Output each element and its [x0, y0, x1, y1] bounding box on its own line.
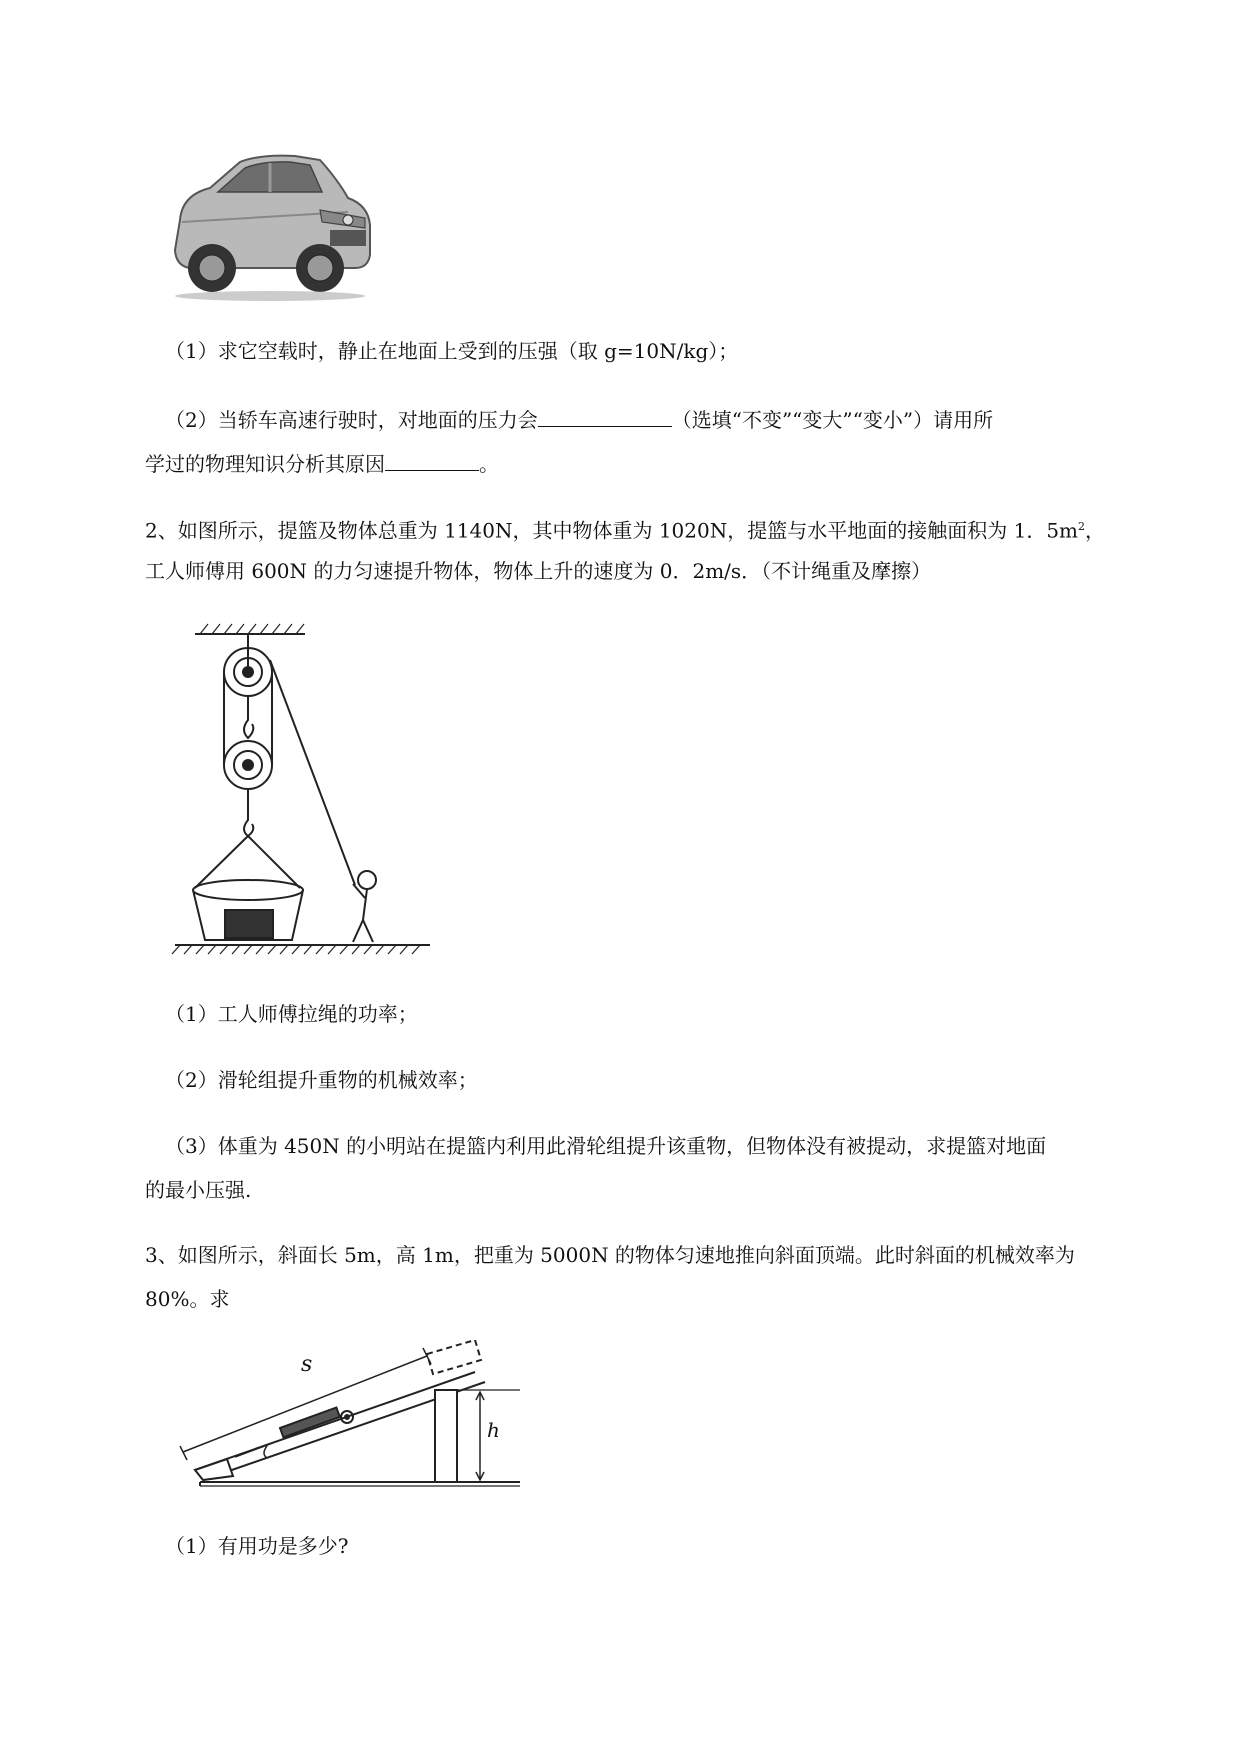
q2-stem-text-a: 2、如图所示，提篮及物体总重为 1140N，其中物体重为 1020N，提篮与水平地面的接触面积为 1．5m [145, 518, 1079, 543]
q3-sub1 [165, 1532, 348, 1560]
q2-sub1-text: （1）工人师傅拉绳的功率； [165, 1002, 418, 1026]
car-figure [170, 150, 375, 305]
q2-sub3-text-a: （3）体重为 450N 的小明站在提篮内利用此滑轮组提升该重物，但物体没有被提动，求提篮对地面 [165, 1134, 1047, 1158]
q2-sub1 [165, 1000, 418, 1028]
q3-stem-text-b: 80%。求 [145, 1287, 230, 1311]
q3-stem-line2 [145, 1285, 229, 1313]
incline-diagram [175, 1340, 525, 1490]
pulley-figure [170, 620, 440, 955]
q1-sub2-text-d: 。 [479, 452, 499, 476]
q2-stem-line2 [145, 557, 931, 585]
q2-sub2 [165, 1066, 478, 1094]
answer-blank-2[interactable] [385, 448, 479, 471]
q1-sub1-text: （1）求它空载时，静止在地面上受到的压强（取 g=10N/kg）； [165, 339, 739, 363]
label-s: s [301, 1352, 313, 1377]
q1-sub2-line1 [165, 404, 993, 434]
q2-sub3-line1 [165, 1132, 1046, 1160]
q3-sub1-text: （1）有用功是多少? [165, 1534, 349, 1558]
q2-stem-superscript: 2 [1078, 520, 1086, 533]
q2-stem-text-b: ， [1085, 518, 1106, 543]
label-h: h [487, 1418, 500, 1442]
q2-sub3-text-b: 的最小压强. [145, 1178, 252, 1202]
q2-stem-text-c: 工人师傅用 600N 的力匀速提升物体，物体上升的速度为 0．2m/s．（不计绳重及摩擦） [145, 559, 932, 583]
pulley-diagram [170, 620, 440, 955]
incline-figure [175, 1340, 525, 1490]
q2-stem-line1 [145, 513, 1105, 545]
q2-sub3-line2 [145, 1176, 251, 1204]
q1-sub2-line2 [145, 448, 499, 478]
car-illustration [170, 150, 375, 305]
q1-sub2-text-a: （2）当轿车高速行驶时，对地面的压力会 [165, 408, 538, 432]
q1-sub2-text-b: （选填“不变”“变大”“变小”）请用所 [671, 408, 994, 432]
q2-sub2-text: （2）滑轮组提升重物的机械效率； [165, 1068, 478, 1092]
q3-stem-text-a: 3、如图所示，斜面长 5m，高 1m，把重为 5000N 的物体匀速地推向斜面顶端。此时斜面的机械效率为 [145, 1243, 1075, 1267]
q1-sub2-text-c: 学过的物理知识分析其原因 [145, 452, 385, 476]
q1-sub1 [165, 337, 738, 365]
answer-blank-1[interactable] [538, 404, 672, 427]
q3-stem-line1 [145, 1241, 1075, 1269]
